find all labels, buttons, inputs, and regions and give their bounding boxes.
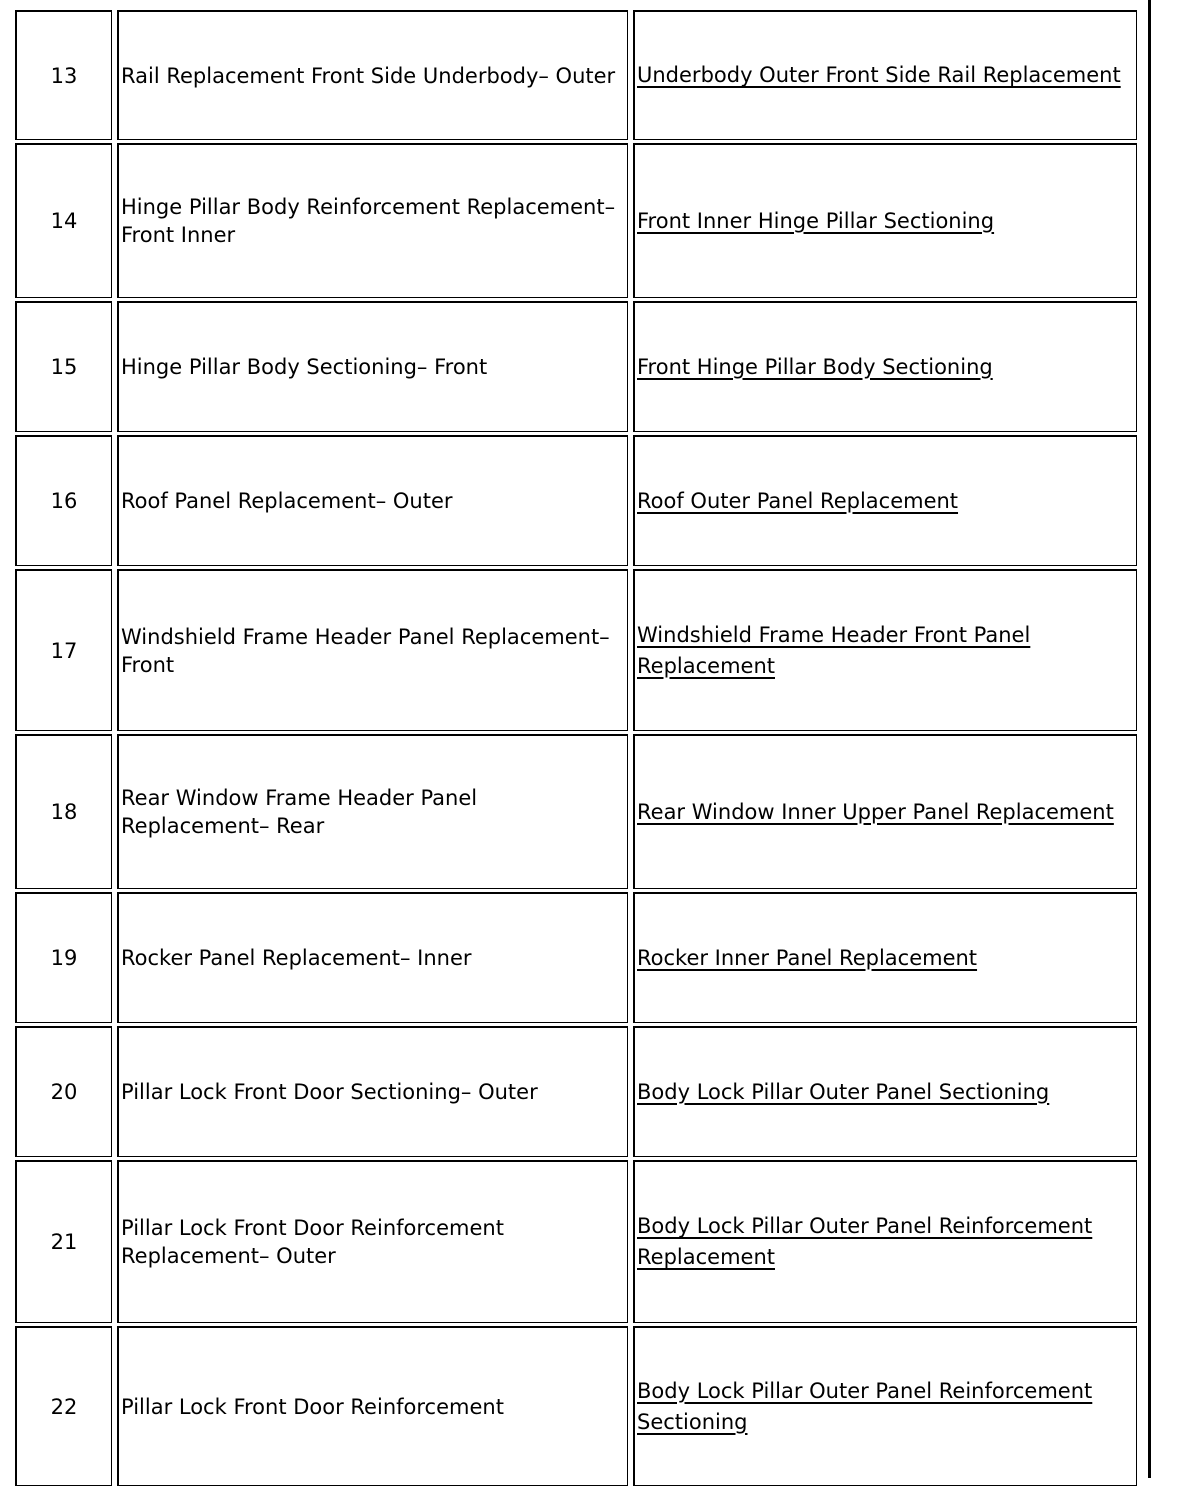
procedure-title: Hinge Pillar Body Sectioning– Front (117, 301, 628, 432)
row-number: 13 (15, 10, 112, 140)
table-row (15, 10, 1137, 140)
procedure-link[interactable]: Body Lock Pillar Outer Panel Sectioning (637, 1079, 1050, 1104)
procedure-link[interactable]: Body Lock Pillar Outer Panel Reinforcement Sectioning (637, 1378, 1093, 1434)
procedure-link[interactable]: Windshield Frame Header Front Panel Replacement (637, 622, 1031, 678)
procedure-link[interactable]: Front Hinge Pillar Body Sectioning (637, 354, 993, 379)
procedure-title: Rear Window Frame Header Panel Replacement– Rear (117, 734, 628, 889)
procedure-link[interactable]: Front Inner Hinge Pillar Sectioning (637, 208, 995, 233)
table-row (15, 734, 1137, 889)
row-number: 20 (15, 1026, 112, 1157)
table-row (15, 1160, 1137, 1323)
row-number: 17 (15, 569, 112, 731)
procedure-link[interactable]: Body Lock Pillar Outer Panel Reinforcement Replacement (637, 1214, 1093, 1269)
procedure-title: Rocker Panel Replacement– Inner (117, 892, 628, 1023)
table-row (15, 569, 1137, 731)
table-row (15, 892, 1137, 1023)
procedure-title: Hinge Pillar Body Reinforcement Replacement– Front Inner (117, 143, 628, 298)
procedure-title: Pillar Lock Front Door Reinforcement Replacement– Outer (117, 1160, 628, 1323)
procedure-title: Roof Panel Replacement– Outer (117, 435, 628, 566)
procedure-title: Pillar Lock Front Door Sectioning– Outer (117, 1026, 628, 1157)
table-row (15, 435, 1137, 566)
procedure-link[interactable]: Rear Window Inner Upper Panel Replacement (637, 799, 1114, 824)
row-number: 21 (15, 1160, 112, 1323)
procedure-link[interactable]: Roof Outer Panel Replacement (637, 488, 959, 513)
row-number: 14 (15, 143, 112, 298)
procedure-crossref-table (10, 7, 1142, 1489)
table-row (15, 1026, 1137, 1157)
table-row (15, 143, 1137, 298)
procedure-link[interactable]: Underbody Outer Front Side Rail Replacement (637, 63, 1121, 87)
procedure-title: Windshield Frame Header Panel Replacement– Front (117, 569, 628, 731)
row-number: 15 (15, 301, 112, 432)
table-row (15, 301, 1137, 432)
page-right-rule (1148, 0, 1151, 1478)
procedure-title: Pillar Lock Front Door Reinforcement (117, 1326, 628, 1486)
row-number: 16 (15, 435, 112, 566)
row-number: 19 (15, 892, 112, 1023)
procedure-title: Rail Replacement Front Side Underbody– Outer (117, 10, 628, 140)
table-row (15, 1326, 1137, 1486)
row-number: 22 (15, 1326, 112, 1486)
row-number: 18 (15, 734, 112, 889)
procedure-link[interactable]: Rocker Inner Panel Replacement (637, 945, 978, 970)
